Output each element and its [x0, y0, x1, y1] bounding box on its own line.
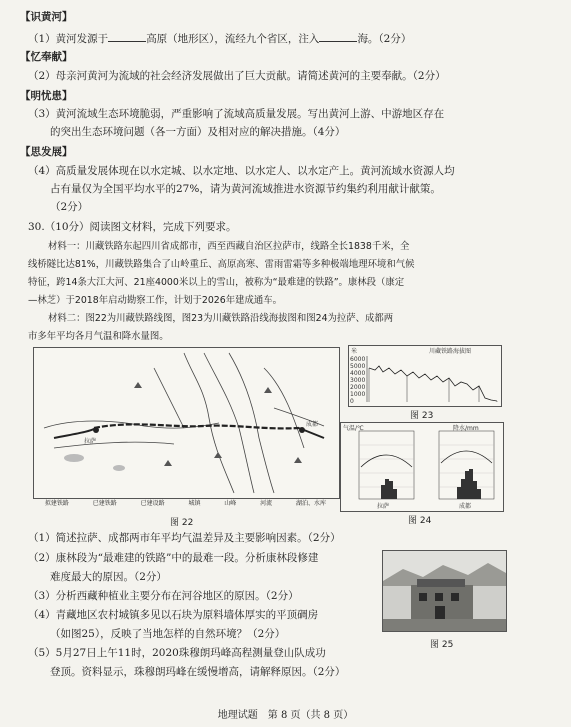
elevation-title: 川藏铁路海拔图	[429, 348, 472, 355]
sub-question: （3）分析西藏种植业主要分布在河谷地区的原因。（2分）	[28, 590, 299, 602]
y-tick: 3000	[350, 377, 366, 384]
question-4-line: 占有量仅为全国平均水平的27%，请为黄河流域推进水资源节约集约利用献计献策。	[50, 183, 441, 195]
label-lhasa: 拉萨	[377, 503, 390, 510]
question-2: （2）母亲河黄河为流域的社会经济发展做出了巨大贡献。请简述黄河的主要奉献。（2分）	[28, 70, 446, 82]
section-heading: 【识黄河】	[20, 11, 73, 23]
question-4-line: （4）高质量发展体现在以水定城、以水定地、以水定人、以水定产上。黄河流域水资源人均	[28, 165, 455, 177]
y-tick: 4000	[350, 370, 366, 377]
figure-23-elevation	[348, 345, 502, 407]
precip-axis-label: 降水/mm	[453, 425, 479, 432]
legend-item: 已建铁路	[92, 500, 117, 507]
label-chengdu: 成都	[306, 421, 319, 428]
q1-text-b: 高原（地形区），流经九个省区，注入	[146, 33, 320, 45]
sub-question: 登顶。资料显示，珠穆朗玛峰在缓慢增高，请解释原因。（2分）	[50, 666, 346, 678]
legend-item: 河流	[260, 500, 273, 507]
question-1	[28, 31, 411, 46]
answer-blank	[319, 31, 357, 42]
section-heading: 【忆奉献】	[20, 51, 73, 63]
sub-question: （5）5月27日上午11时，2020珠穆朗玛峰高程测量登山队成功	[28, 647, 326, 659]
figure-24-climate	[340, 422, 504, 512]
y-tick: 6000	[350, 356, 366, 363]
question-4-line: （2分）	[50, 201, 89, 213]
question-3-line: （3）黄河流域生态环境脆弱，严重影响了流域高质量发展。写出黄河上游、中游地区存在	[28, 108, 445, 120]
railway-map-drawing	[34, 348, 339, 498]
y-tick: 0	[350, 398, 354, 405]
section-heading: 【明忧患】	[20, 90, 73, 102]
legend-item: 拟建铁路	[44, 500, 69, 507]
legend-item: 城镇	[188, 500, 201, 507]
sub-question: （4）青藏地区农村城镇多见以石块为原料墙体厚实的平顶碉房	[28, 609, 319, 621]
sub-question: （1）简述拉萨、成都两市年平均气温差异及主要影响因素。（2分）	[28, 532, 341, 544]
material-1-line: —林芝）于2018年启动勘察工作，计划于2026年建成通车。	[28, 295, 282, 306]
material-2-line: 市多年平均各月气温和降水量图。	[28, 331, 169, 342]
unit-label: 米	[351, 348, 358, 355]
elevation-profile-drawing	[349, 346, 501, 406]
material-1-line: 线桥隧比达81%，川藏铁路集合了山岭重丘、高原高寒、雷雨雷霜等多种极端地理环境和气候	[28, 259, 415, 270]
y-tick: 2000	[350, 384, 366, 391]
y-tick: 5000	[350, 363, 366, 370]
climate-charts-drawing	[341, 423, 503, 511]
material-2-line: 材料二：图22为川藏铁路线图，图23为川藏铁路沿线海拔图和图24为拉萨、成都两	[48, 313, 394, 324]
stone-house-photo	[383, 551, 506, 631]
figure-22-legend	[33, 498, 338, 512]
q1-text-a: （1）黄河发源于	[28, 33, 109, 45]
sub-question: 难度最大的原因。（2分）	[50, 571, 167, 583]
temp-axis-label: 气温/℃	[343, 425, 364, 432]
figure-22-map	[33, 347, 340, 499]
figure-25-photo	[382, 550, 507, 632]
answer-blank	[108, 31, 146, 42]
sub-question: （2）康林段为“最难建的铁路”中的最难一段。分析康林段修建	[28, 552, 319, 564]
y-tick: 1000	[350, 391, 366, 398]
material-1-line: 特征，跨14条大江大河、21座4000米以上的雪山，被称为“最难建的铁路”。康林段（康定	[28, 277, 405, 288]
legend-item: 湖泊、水库	[295, 500, 326, 507]
q1-text-c: 海。（2分）	[357, 33, 412, 45]
section-heading: 【思发展】	[20, 146, 73, 158]
sub-question: （如图25），反映了当地怎样的自然环境？（2分）	[50, 628, 286, 640]
legend-item: 山峰	[224, 500, 237, 507]
label-lhasa: 拉萨	[84, 438, 97, 445]
figure-24-caption: 图 24	[408, 516, 432, 526]
material-1-line: 材料一：川藏铁路东起四川省成都市，西至西藏自治区拉萨市，线路全长1838千米，全	[48, 241, 410, 252]
question-30-heading: 30.（10分）阅读图文材料，完成下列要求。	[28, 221, 237, 233]
legend-item: 已建设路	[140, 500, 165, 507]
figure-22-caption: 图 22	[170, 518, 194, 528]
figure-23-caption: 图 23	[410, 411, 434, 421]
page-footer: 地理试题 第 8 页（共 8 页）	[217, 710, 354, 721]
label-chengdu: 成都	[459, 503, 472, 510]
question-3-line: 的突出生态环境问题（各一方面）及相对应的解决措施。（4分）	[50, 126, 346, 138]
figure-25-caption: 图 25	[430, 640, 454, 650]
